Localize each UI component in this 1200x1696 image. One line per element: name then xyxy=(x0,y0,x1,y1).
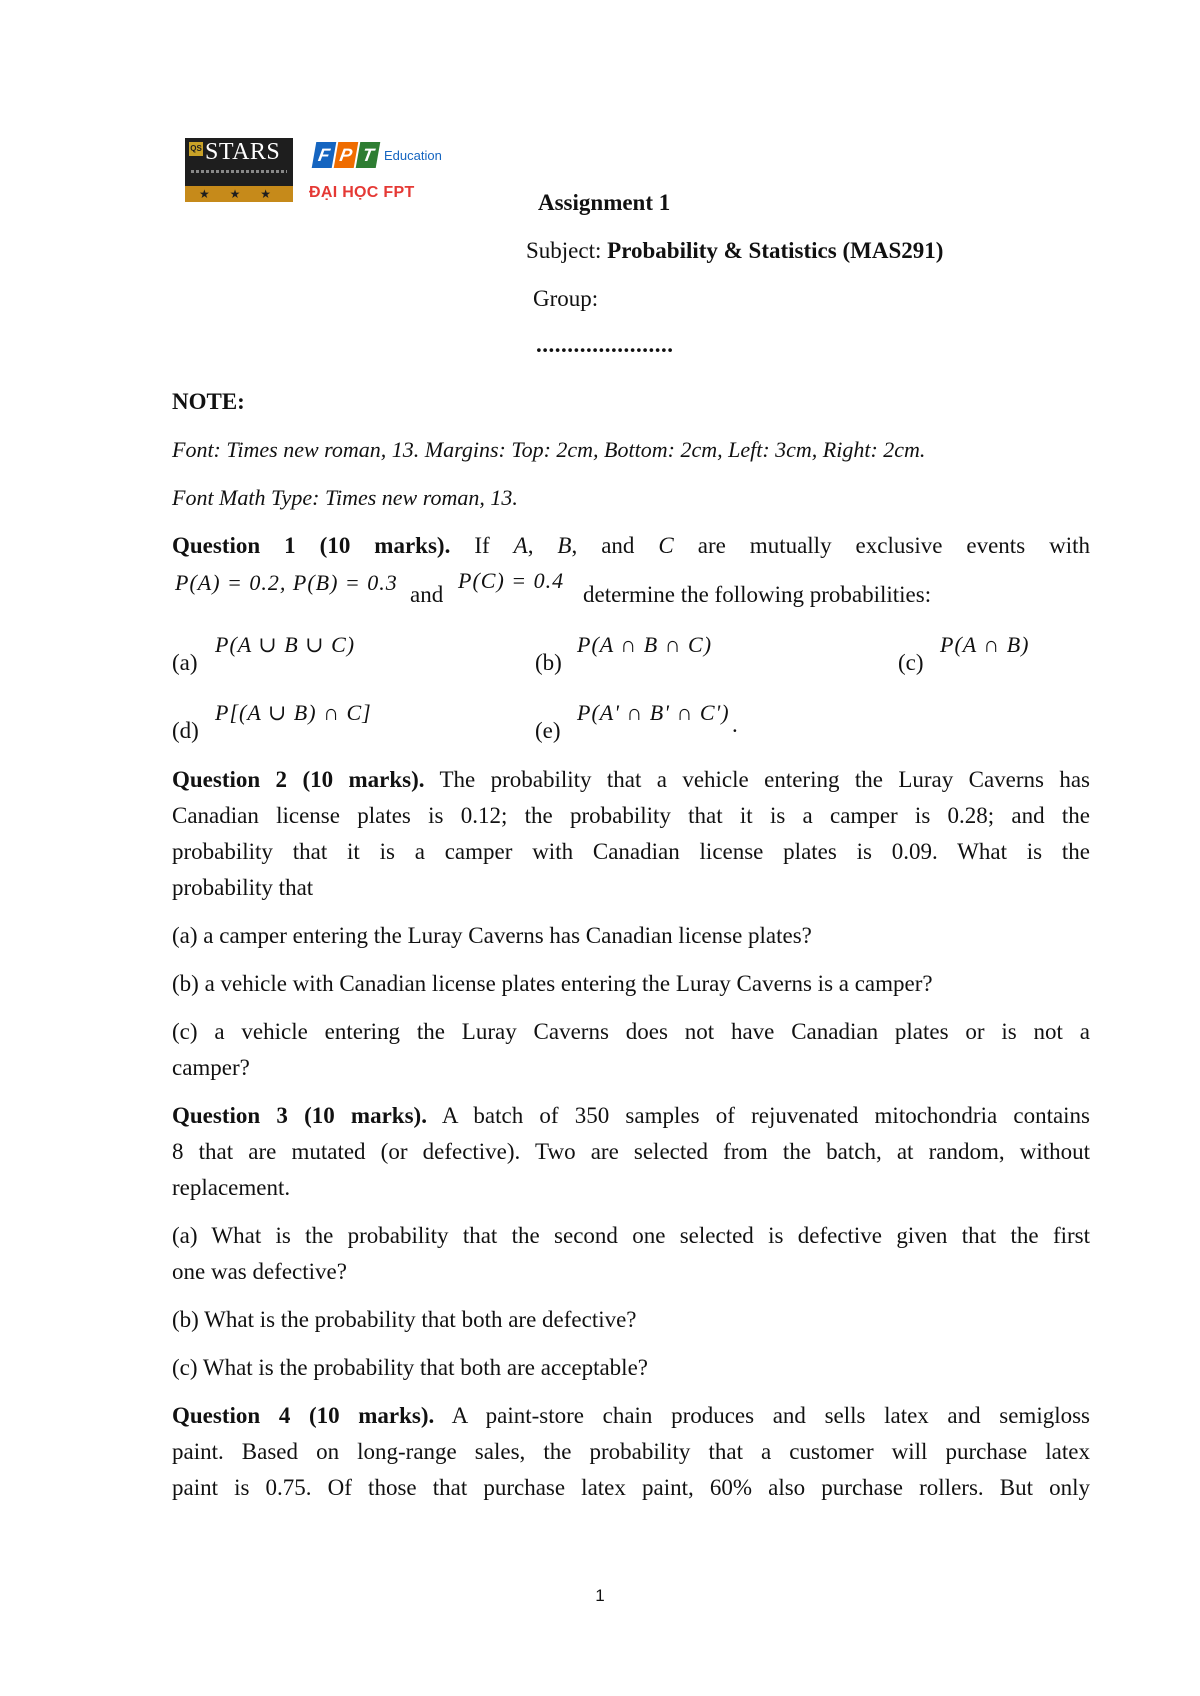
q2-marks: (10 marks). xyxy=(302,767,425,792)
q1-part-a-expr: P(A ∪ B ∪ C) xyxy=(215,632,356,657)
subject-value: Probability & Statistics (MAS291) xyxy=(607,238,944,263)
q1-and: and xyxy=(410,582,444,607)
q1-marks: (10 marks). xyxy=(319,533,451,558)
stars-subline xyxy=(191,170,287,173)
q2-line-3: probability that it is a camper with Canadian license plates is 0.09. What is the xyxy=(172,839,1090,864)
fpt-letter-t: T xyxy=(356,142,381,168)
assignment-title: Assignment 1 xyxy=(538,190,671,215)
q1-end-dot: . xyxy=(732,712,738,737)
q3-line-2: 8 that are mutated (or defective). Two are selected from the batch, at random, without xyxy=(172,1139,1090,1164)
fpt-education-logo xyxy=(312,142,452,172)
q1-comma-2: , and xyxy=(571,533,635,558)
q2-part-b: (b) a vehicle with Canadian license plates entering the Luray Caverns is a camper? xyxy=(172,971,933,996)
fpt-education-text: Education xyxy=(384,148,442,163)
q3-part-a-cont: one was defective? xyxy=(172,1259,347,1284)
q1-part-a-label: (a) xyxy=(172,650,198,675)
q1-heading: Question 1 xyxy=(172,533,296,558)
q1-tail: determine the following probabilities: xyxy=(583,582,932,607)
subject-line xyxy=(526,238,943,264)
q1-given-c: P(C) = 0.4 xyxy=(458,568,565,593)
stars-rating: ★ ★ ★ xyxy=(199,187,279,201)
q4-line-1 xyxy=(172,1398,1090,1434)
page-number: 1 xyxy=(595,1586,605,1605)
stars-word: STARS xyxy=(205,139,281,165)
q1-given-ab: P(A) = 0.2, P(B) = 0.3 xyxy=(175,570,398,595)
q1-var-a: A xyxy=(513,533,528,558)
q1-comma-1: , xyxy=(527,533,534,558)
qs-badge: QS xyxy=(189,142,203,156)
q2-line-2: Canadian license plates is 0.12; the probability that it is a camper is 0.28; and the xyxy=(172,803,1090,828)
subject-label: Subject: xyxy=(526,238,608,263)
fpt-letter-f: F xyxy=(312,142,337,168)
note-line-2: Font Math Type: Times new roman, 13. xyxy=(172,485,518,510)
q2-heading: Question 2 xyxy=(172,767,288,792)
q1-line-1 xyxy=(172,528,1090,564)
q1-part-b-label: (b) xyxy=(535,650,562,675)
q1-part-e-expr: P(A' ∩ B' ∩ C') xyxy=(577,700,730,725)
q3-heading: Question 3 xyxy=(172,1103,288,1128)
q3-marks: (10 marks). xyxy=(304,1103,427,1128)
q3-part-a: (a) What is the probability that the second one selected is defective given that the first xyxy=(172,1223,1090,1248)
q4-line-2: paint. Based on long-range sales, the probability that a customer will purchase latex xyxy=(172,1439,1090,1464)
q1-part-d-expr: P[(A ∪ B) ∩ C] xyxy=(215,700,372,725)
q2-line-1 xyxy=(172,762,1090,798)
q1-part-c-label: (c) xyxy=(898,650,924,675)
note-line-1: Font: Times new roman, 13. Margins: Top: 2cm, Bottom: 2cm, Left: 3cm, Right: 2cm. xyxy=(172,437,926,462)
q1-part-c-expr: P(A ∩ B) xyxy=(940,632,1030,657)
q1-part-d-label: (d) xyxy=(172,718,199,743)
q1-var-c: C xyxy=(658,533,674,558)
q4-text-1: A paint-store chain produces and sells latex and semigloss xyxy=(451,1403,1090,1428)
q1-intro-b: are mutually exclusive events with xyxy=(697,533,1091,558)
fpt-letter-p: P xyxy=(334,142,359,168)
qs-stars-logo xyxy=(185,138,293,202)
q1-var-b: B xyxy=(557,533,572,558)
q1-part-e-label: (e) xyxy=(535,718,561,743)
group-dots: ...................... xyxy=(536,332,674,357)
note-heading: NOTE: xyxy=(172,389,245,414)
q4-line-3: paint is 0.75. Of those that purchase latex paint, 60% also purchase rollers. But only xyxy=(172,1475,1090,1500)
group-label: Group: xyxy=(533,286,599,311)
q2-line-4: probability that xyxy=(172,875,314,900)
q1-part-b-expr: P(A ∩ B ∩ C) xyxy=(577,632,713,657)
q3-line-3: replacement. xyxy=(172,1175,291,1200)
q2-text-1: The probability that a vehicle entering the Luray Caverns has xyxy=(439,767,1090,792)
q2-part-c-cont: camper? xyxy=(172,1055,250,1080)
q3-part-c: (c) What is the probability that both are acceptable? xyxy=(172,1355,648,1380)
q3-part-b: (b) What is the probability that both are defective? xyxy=(172,1307,637,1332)
q2-part-a: (a) a camper entering the Luray Caverns has Canadian license plates? xyxy=(172,923,812,948)
q1-intro-a: If xyxy=(474,533,490,558)
q3-line-1 xyxy=(172,1098,1090,1134)
q4-heading: Question 4 xyxy=(172,1403,291,1428)
q2-part-c: (c) a vehicle entering the Luray Caverns does not have Canadian plates or is not a xyxy=(172,1019,1090,1044)
university-name: ĐẠI HỌC FPT xyxy=(309,184,415,201)
q4-marks: (10 marks). xyxy=(308,1403,435,1428)
q3-text-1: A batch of 350 samples of rejuvenated mitochondria contains xyxy=(441,1103,1091,1128)
